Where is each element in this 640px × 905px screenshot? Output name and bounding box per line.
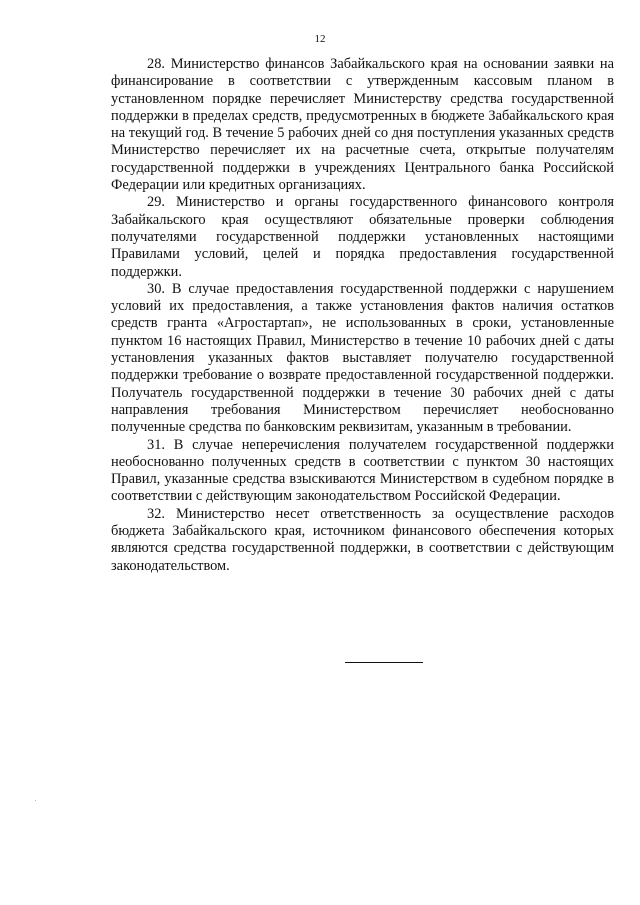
paragraph-30: 30. В случае предоставления государственной поддержки с нарушением условий их предоставления, а также установления фактов наличия остатков средств гранта «Агростартап», не использованных в сроки, установленные пунктом 16 настоящих Правил, Министерство в течение 10 рабочих дней с даты установления указанных фактов выставляет получателю государственной поддержки требование о возврате предоставленной государственной поддержки. Получатель государственной поддержки в течение 30 рабочих дней с даты направления требования Министерством перечисляет необоснованно полученные средства по банковским реквизитам, указанным в требовании. (111, 280, 614, 436)
paragraph-29: 29. Министерство и органы государственного финансового контроля Забайкальского края осуществляют обязательные проверки соблюдения получателями государственной поддержки установленных настоящими Правилами условий, целей и порядка предоставления государственной поддержки. (111, 194, 614, 280)
document-body (111, 56, 614, 575)
paragraph-28: 28. Министерство финансов Забайкальского края на основании заявки на финансирование в соответствии с утвержденным кассовым планом в установленном порядке перечисляет Министерству средства государственной поддержки в пределах средств, предусмотренных в бюджете Забайкальского края на текущий год. В течение 5 рабочих дней со дня поступления указанных средств Министерство перечисляет их на расчетные счета, открытые получателям государственной поддержки в учреждениях Центрального банка Российской Федерации или кредитных организациях. (111, 56, 614, 194)
end-of-text-rule (345, 662, 423, 663)
page-number: 12 (314, 33, 326, 45)
scan-speck (35, 800, 36, 801)
paragraph-31: 31. В случае неперечисления получателем государственной поддержки необоснованно полученных средств в соответствии с пунктом 30 настоящих Правил, указанные средства взыскиваются Министерством в судебном порядке в соответствии с действующим законодательством Российской Федерации. (111, 436, 614, 505)
paragraph-32: 32. Министерство несет ответственность за осуществление расходов бюджета Забайкальского края, источником финансового обеспечения которых являются средства государственной поддержки, в соответствии с действующим законодательством. (111, 505, 614, 574)
